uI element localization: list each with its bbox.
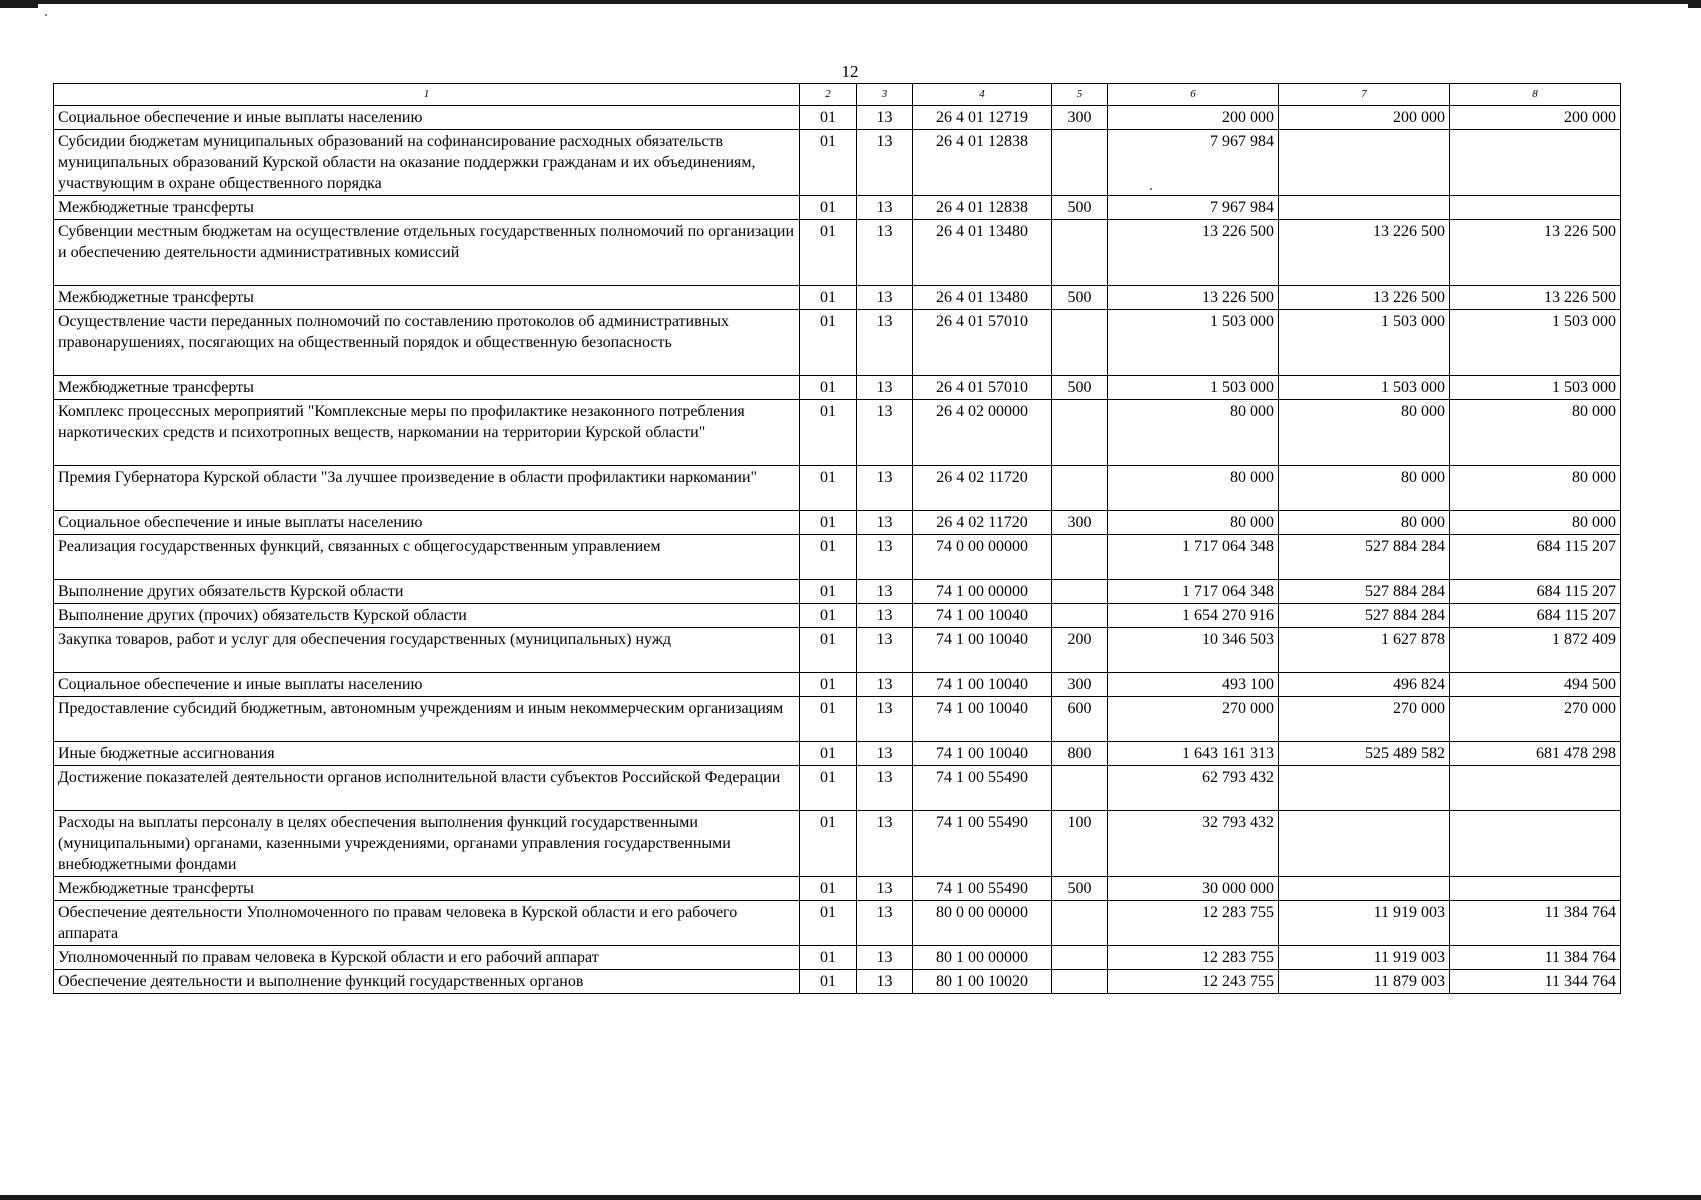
cell-section: 01	[800, 511, 857, 535]
table-row	[54, 511, 1621, 535]
cell-target-code: 74 1 00 10040	[913, 697, 1052, 742]
cell-amount-col7: 1 503 000	[1279, 376, 1450, 400]
cell-subsection: 13	[857, 106, 913, 130]
table-row	[54, 742, 1621, 766]
cell-subsection: 13	[857, 811, 913, 877]
cell-target-code: 74 0 00 00000	[913, 535, 1052, 580]
column-number: 8	[1450, 84, 1621, 106]
cell-amount-col7: 270 000	[1279, 697, 1450, 742]
scan-speck	[45, 14, 47, 16]
cell-expense-type	[1052, 970, 1108, 994]
cell-section: 01	[800, 286, 857, 310]
cell-target-code: 26 4 01 57010	[913, 376, 1052, 400]
budget-table	[53, 83, 1621, 994]
cell-name: Субвенции местным бюджетам на осуществление отдельных государственных полномочий по организации и обеспечению деятельности административных комиссий	[54, 220, 800, 286]
cell-amount-col8: 11 344 764	[1450, 970, 1621, 994]
cell-target-code: 74 1 00 55490	[913, 766, 1052, 811]
cell-expense-type: 500	[1052, 196, 1108, 220]
cell-subsection: 13	[857, 877, 913, 901]
cell-section: 01	[800, 106, 857, 130]
table-row	[54, 106, 1621, 130]
cell-amount-col7: 525 489 582	[1279, 742, 1450, 766]
cell-expense-type	[1052, 580, 1108, 604]
cell-amount-col6: 80 000	[1108, 400, 1279, 466]
cell-target-code: 80 0 00 00000	[913, 901, 1052, 946]
cell-amount-col8: 684 115 207	[1450, 604, 1621, 628]
cell-amount-col8: 80 000	[1450, 400, 1621, 466]
cell-expense-type: 300	[1052, 511, 1108, 535]
cell-section: 01	[800, 130, 857, 196]
cell-section: 01	[800, 673, 857, 697]
cell-amount-col8: 11 384 764	[1450, 946, 1621, 970]
column-number: 2	[800, 84, 857, 106]
cell-name: Реализация государственных функций, связанных с общегосударственным управлением	[54, 535, 800, 580]
cell-section: 01	[800, 877, 857, 901]
cell-amount-col6: 30 000 000	[1108, 877, 1279, 901]
cell-amount-col7	[1279, 130, 1450, 196]
cell-amount-col7: 13 226 500	[1279, 286, 1450, 310]
cell-amount-col7	[1279, 766, 1450, 811]
cell-name: Премия Губернатора Курской области "За лучшее произведение в области профилактики наркомании"	[54, 466, 800, 511]
cell-amount-col8: 11 384 764	[1450, 901, 1621, 946]
cell-expense-type: 100	[1052, 811, 1108, 877]
cell-amount-col8	[1450, 877, 1621, 901]
cell-target-code: 26 4 01 12838	[913, 130, 1052, 196]
table-row	[54, 376, 1621, 400]
cell-section: 01	[800, 970, 857, 994]
cell-subsection: 13	[857, 673, 913, 697]
table-row	[54, 604, 1621, 628]
cell-amount-col8: 200 000	[1450, 106, 1621, 130]
cell-name: Выполнение других (прочих) обязательств Курской области	[54, 604, 800, 628]
cell-expense-type	[1052, 604, 1108, 628]
cell-name: Межбюджетные трансферты	[54, 376, 800, 400]
table-body	[54, 106, 1621, 994]
cell-amount-col7: 11 879 003	[1279, 970, 1450, 994]
cell-subsection: 13	[857, 466, 913, 511]
cell-name: Выполнение других обязательств Курской области	[54, 580, 800, 604]
cell-subsection: 13	[857, 742, 913, 766]
cell-target-code: 26 4 02 11720	[913, 466, 1052, 511]
cell-name: Социальное обеспечение и иные выплаты населению	[54, 106, 800, 130]
cell-amount-col6: 13 226 500	[1108, 220, 1279, 286]
column-number: 3	[857, 84, 913, 106]
cell-subsection: 13	[857, 628, 913, 673]
cell-subsection: 13	[857, 130, 913, 196]
cell-amount-col8: 270 000	[1450, 697, 1621, 742]
table-row	[54, 901, 1621, 946]
cell-amount-col8	[1450, 766, 1621, 811]
table-row	[54, 286, 1621, 310]
table-row	[54, 697, 1621, 742]
cell-name: Субсидии бюджетам муниципальных образований на софинансирование расходных обязательств муниципальных образований Курской области на оказание поддержки гражданам и их объединениям, участвующим в охране общественного порядка	[54, 130, 800, 196]
cell-name: Расходы на выплаты персоналу в целях обеспечения выполнения функций государственными (муниципальными) органами, казенными учреждениями, органами управления государственными внебюджетными фондами	[54, 811, 800, 877]
cell-subsection: 13	[857, 946, 913, 970]
cell-subsection: 13	[857, 535, 913, 580]
cell-name: Социальное обеспечение и иные выплаты населению	[54, 511, 800, 535]
cell-amount-col8	[1450, 196, 1621, 220]
cell-name: Социальное обеспечение и иные выплаты населению	[54, 673, 800, 697]
cell-name: Иные бюджетные ассигнования	[54, 742, 800, 766]
cell-expense-type: 500	[1052, 877, 1108, 901]
cell-amount-col6: 7 967 984	[1108, 130, 1279, 196]
cell-target-code: 26 4 01 57010	[913, 310, 1052, 376]
cell-amount-col8	[1450, 130, 1621, 196]
cell-name: Уполномоченный по правам человека в Курской области и его рабочий аппарат	[54, 946, 800, 970]
cell-target-code: 26 4 02 11720	[913, 511, 1052, 535]
cell-amount-col8: 80 000	[1450, 511, 1621, 535]
cell-amount-col7: 80 000	[1279, 511, 1450, 535]
cell-subsection: 13	[857, 400, 913, 466]
cell-name: Предоставление субсидий бюджетным, автономным учреждениям и иным некоммерческим организациям	[54, 697, 800, 742]
cell-subsection: 13	[857, 196, 913, 220]
cell-amount-col7: 527 884 284	[1279, 535, 1450, 580]
cell-target-code: 74 1 00 00000	[913, 580, 1052, 604]
cell-expense-type	[1052, 766, 1108, 811]
cell-target-code: 74 1 00 10040	[913, 673, 1052, 697]
cell-amount-col6: 1 643 161 313	[1108, 742, 1279, 766]
cell-amount-col6: 1 503 000	[1108, 376, 1279, 400]
cell-amount-col6: 80 000	[1108, 511, 1279, 535]
cell-amount-col8: 494 500	[1450, 673, 1621, 697]
cell-target-code: 26 4 01 12838	[913, 196, 1052, 220]
cell-section: 01	[800, 901, 857, 946]
cell-section: 01	[800, 628, 857, 673]
table-row	[54, 400, 1621, 466]
cell-amount-col8: 681 478 298	[1450, 742, 1621, 766]
column-number: 7	[1279, 84, 1450, 106]
cell-amount-col6: 200 000	[1108, 106, 1279, 130]
cell-amount-col8: 13 226 500	[1450, 220, 1621, 286]
cell-expense-type: 200	[1052, 628, 1108, 673]
cell-section: 01	[800, 580, 857, 604]
cell-amount-col6: 12 283 755	[1108, 946, 1279, 970]
cell-name: Обеспечение деятельности Уполномоченного по правам человека в Курской области и его рабочего аппарата	[54, 901, 800, 946]
cell-amount-col7: 13 226 500	[1279, 220, 1450, 286]
cell-name: Осуществление части переданных полномочий по составлению протоколов об административных правонарушениях, посягающих на общественный порядок и общественную безопасность	[54, 310, 800, 376]
cell-expense-type	[1052, 130, 1108, 196]
table-row	[54, 310, 1621, 376]
cell-target-code: 74 1 00 10040	[913, 742, 1052, 766]
cell-expense-type: 300	[1052, 106, 1108, 130]
cell-target-code: 74 1 00 10040	[913, 628, 1052, 673]
cell-section: 01	[800, 946, 857, 970]
cell-subsection: 13	[857, 766, 913, 811]
cell-section: 01	[800, 196, 857, 220]
table-row	[54, 946, 1621, 970]
cell-target-code: 26 4 01 13480	[913, 220, 1052, 286]
cell-amount-col7: 496 824	[1279, 673, 1450, 697]
column-number: 5	[1052, 84, 1108, 106]
cell-name: Обеспечение деятельности и выполнение функций государственных органов	[54, 970, 800, 994]
cell-target-code: 80 1 00 10020	[913, 970, 1052, 994]
cell-amount-col6: 1 717 064 348	[1108, 535, 1279, 580]
column-number: 4	[913, 84, 1052, 106]
cell-amount-col6: 12 283 755	[1108, 901, 1279, 946]
cell-amount-col6: 13 226 500	[1108, 286, 1279, 310]
cell-amount-col6: 80 000	[1108, 466, 1279, 511]
cell-expense-type: 600	[1052, 697, 1108, 742]
bottom-scan-border	[0, 1195, 1701, 1200]
cell-expense-type	[1052, 400, 1108, 466]
cell-amount-col6: 10 346 503	[1108, 628, 1279, 673]
table-row	[54, 466, 1621, 511]
cell-subsection: 13	[857, 697, 913, 742]
cell-amount-col7: 80 000	[1279, 400, 1450, 466]
cell-amount-col7: 11 919 003	[1279, 901, 1450, 946]
table-row	[54, 196, 1621, 220]
cell-subsection: 13	[857, 901, 913, 946]
cell-amount-col6: 32 793 432	[1108, 811, 1279, 877]
table-row	[54, 628, 1621, 673]
cell-subsection: 13	[857, 604, 913, 628]
cell-expense-type	[1052, 946, 1108, 970]
cell-section: 01	[800, 604, 857, 628]
cell-expense-type: 500	[1052, 286, 1108, 310]
cell-name: Достижение показателей деятельности органов исполнительной власти субъектов Российской Федерации	[54, 766, 800, 811]
cell-section: 01	[800, 535, 857, 580]
cell-amount-col8: 1 503 000	[1450, 310, 1621, 376]
cell-amount-col7: 11 919 003	[1279, 946, 1450, 970]
cell-expense-type	[1052, 466, 1108, 511]
cell-amount-col7: 200 000	[1279, 106, 1450, 130]
cell-target-code: 74 1 00 10040	[913, 604, 1052, 628]
table-row	[54, 970, 1621, 994]
cell-amount-col6: 1 654 270 916	[1108, 604, 1279, 628]
cell-name: Межбюджетные трансферты	[54, 196, 800, 220]
cell-amount-col6: 270 000	[1108, 697, 1279, 742]
cell-amount-col6: 12 243 755	[1108, 970, 1279, 994]
cell-expense-type	[1052, 901, 1108, 946]
cell-section: 01	[800, 220, 857, 286]
cell-amount-col7: 527 884 284	[1279, 604, 1450, 628]
cell-amount-col8: 684 115 207	[1450, 580, 1621, 604]
cell-section: 01	[800, 811, 857, 877]
cell-amount-col6: 1 717 064 348	[1108, 580, 1279, 604]
cell-subsection: 13	[857, 511, 913, 535]
cell-amount-col7	[1279, 811, 1450, 877]
cell-amount-col7	[1279, 877, 1450, 901]
cell-target-code: 74 1 00 55490	[913, 811, 1052, 877]
cell-amount-col7: 80 000	[1279, 466, 1450, 511]
cell-section: 01	[800, 466, 857, 511]
cell-amount-col7	[1279, 196, 1450, 220]
cell-amount-col8: 13 226 500	[1450, 286, 1621, 310]
cell-amount-col8: 80 000	[1450, 466, 1621, 511]
cell-amount-col6: 493 100	[1108, 673, 1279, 697]
cell-section: 01	[800, 310, 857, 376]
cell-target-code: 26 4 01 13480	[913, 286, 1052, 310]
cell-amount-col8: 1 503 000	[1450, 376, 1621, 400]
cell-amount-col7: 1 503 000	[1279, 310, 1450, 376]
cell-expense-type	[1052, 220, 1108, 286]
cell-amount-col6: 1 503 000	[1108, 310, 1279, 376]
cell-name: Межбюджетные трансферты	[54, 877, 800, 901]
cell-expense-type	[1052, 310, 1108, 376]
cell-target-code: 74 1 00 55490	[913, 877, 1052, 901]
cell-amount-col8	[1450, 811, 1621, 877]
cell-expense-type	[1052, 535, 1108, 580]
table-row	[54, 220, 1621, 286]
table-row	[54, 130, 1621, 196]
cell-name: Комплекс процессных мероприятий "Комплексные меры по профилактике незаконного потребления наркотических средств и психотропных веществ, наркомании на территории Курской области"	[54, 400, 800, 466]
cell-amount-col8: 684 115 207	[1450, 535, 1621, 580]
top-scan-border-gap	[38, 4, 1688, 8]
column-number: 6	[1108, 84, 1279, 106]
cell-amount-col7: 527 884 284	[1279, 580, 1450, 604]
cell-amount-col6: 7 967 984	[1108, 196, 1279, 220]
cell-expense-type: 800	[1052, 742, 1108, 766]
table-row	[54, 877, 1621, 901]
cell-amount-col7: 1 627 878	[1279, 628, 1450, 673]
table-row	[54, 673, 1621, 697]
cell-expense-type: 500	[1052, 376, 1108, 400]
cell-target-code: 80 1 00 00000	[913, 946, 1052, 970]
cell-target-code: 26 4 02 00000	[913, 400, 1052, 466]
cell-section: 01	[800, 742, 857, 766]
column-number-row	[54, 84, 1621, 106]
cell-subsection: 13	[857, 286, 913, 310]
cell-subsection: 13	[857, 970, 913, 994]
cell-name: Закупка товаров, работ и услуг для обеспечения государственных (муниципальных) нужд	[54, 628, 800, 673]
cell-subsection: 13	[857, 310, 913, 376]
cell-expense-type: 300	[1052, 673, 1108, 697]
page-number: 12	[841, 62, 859, 81]
column-number: 1	[54, 84, 800, 106]
cell-section: 01	[800, 766, 857, 811]
cell-section: 01	[800, 697, 857, 742]
table-row	[54, 535, 1621, 580]
table-row	[54, 766, 1621, 811]
cell-amount-col6: 62 793 432	[1108, 766, 1279, 811]
cell-target-code: 26 4 01 12719	[913, 106, 1052, 130]
cell-amount-col8: 1 872 409	[1450, 628, 1621, 673]
cell-section: 01	[800, 376, 857, 400]
cell-subsection: 13	[857, 376, 913, 400]
cell-section: 01	[800, 400, 857, 466]
cell-subsection: 13	[857, 580, 913, 604]
cell-name: Межбюджетные трансферты	[54, 286, 800, 310]
table-row	[54, 811, 1621, 877]
cell-subsection: 13	[857, 220, 913, 286]
table-row	[54, 580, 1621, 604]
